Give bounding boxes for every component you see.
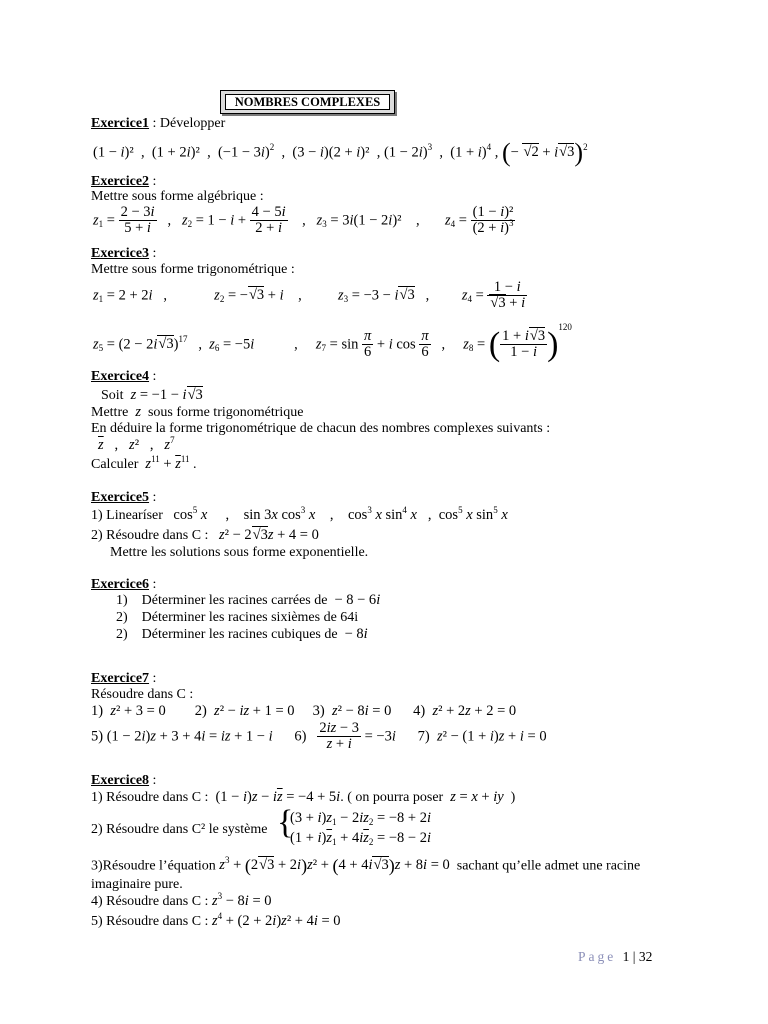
page-number: 1 | 32 — [622, 949, 653, 964]
ex6-item3-label: 2) Déterminer les racines cubiques de — [116, 627, 338, 642]
ex4-deduire: En déduire la forme trigonométrique de chacun des nombres complexes suivants : — [91, 421, 551, 436]
ex1-heading: Exercice1 — [91, 116, 150, 131]
ex4-mettre: Mettre z sous forme trigonométrique — [91, 404, 304, 420]
ex8-item5: 5) Résoudre dans C : $z^4 + (2 + 2i)z^2 + 4i = 0$ — [91, 911, 341, 929]
ex6-text: : — [149, 577, 157, 592]
ex6-item3: 2) Déterminer les racines cubiques de − 8i — [116, 626, 368, 642]
ex6-item2 — [116, 610, 358, 625]
ex8-item3c: imaginaire pure. — [91, 877, 183, 892]
ex4-calculer-label: Calculer — [91, 457, 139, 472]
ex6-item1: 1) Déterminer les racines carrées de − 8 − 6i — [116, 592, 381, 608]
ex8-item1: 1) Résoudre dans C : $(1 - i)z - i\overline{z} = -4 + 5i$. ( on pourra poser z = x + iy ) — [91, 789, 516, 805]
ex8-item4: 4) Résoudre dans C : $z^3 - 8i = 0$ — [91, 891, 272, 909]
ex8-item2 — [91, 822, 267, 837]
ex2-expressions: $z_1$ = $\frac{2 - 3i}{5 + i}$ , $z_2 = 1 - i$ + $\frac{4 - 5i}{2 + i}$ , $z_3 = 3i(1 - 2i)^2$ , $z_4$ = $\frac{\text{(1 − i)²}}{(2 + i)^3}$ — [93, 204, 514, 237]
ex6-item1-label: 1) Déterminer les racines carrées de — [116, 593, 328, 608]
ex1-header — [91, 116, 225, 131]
ex4-calculer: Calculer $z^{11} + \overline{z}^{11}$ . — [91, 454, 197, 472]
ex5-item1: 1) Linearíser $\cos^5 x$ , sin 3x $\cos^3 x$ , $\cos^3 x$ $\sin^4 x$ , $\cos^5 x$ $\sin^5 x$ — [91, 505, 508, 523]
ex4-header — [91, 369, 156, 384]
ex4-soit-label: Soit — [101, 388, 124, 403]
ex8-text: : — [149, 773, 157, 788]
ex4-mettre-label2: sous forme trigonométrique — [147, 405, 304, 420]
ex2-heading: Exercice2 — [91, 174, 150, 189]
ex8-system-eq1: $(3 + i)z_1 - 2iz_2 = -8 + 2i$ — [290, 810, 431, 827]
ex8-item2-label: 2) Résoudre dans C² le système — [91, 822, 268, 837]
ex7-instruction: Résoudre dans C : — [91, 687, 194, 702]
ex6-heading: Exercice6 — [91, 577, 150, 592]
ex2-instruction: Mettre sous forme algébrique : — [91, 189, 264, 204]
ex8-item3: 3)Résoudre l’équation $z^3 + (2√3 + 2i)z^2 + (4 + 4i√3)z + 8i = 0$ sachant qu’elle admet une racine — [91, 855, 641, 876]
ex6-item2-label: 2) Déterminer les racines sixièmes de 64i — [116, 610, 359, 625]
ex3-row1: $z_1 = 2 + 2i$ , $z_2 = -√3 + i$ , $z_3 = -3 - i√3$ , $z_4$ = $\frac{1 - i}{√3 + i}$ — [93, 279, 526, 312]
ex3-heading: Exercice3 — [91, 246, 150, 261]
ex2-text: : — [149, 174, 157, 189]
ex5-item2-label: 2) Résoudre dans C : — [91, 528, 209, 543]
ex8-item5-label: 5) Résoudre dans C : — [91, 914, 209, 929]
ex5-header — [91, 490, 156, 505]
ex4-numbers: $\overline{z}$ , z² , $z^7$ — [98, 435, 175, 453]
ex2-header — [91, 174, 156, 189]
ex8-item3b: sachant qu’elle admet une racine — [456, 858, 641, 874]
page-title: NOMBRES COMPLEXES — [225, 94, 390, 110]
ex4-mettre-label: Mettre — [91, 405, 129, 420]
ex6-header — [91, 577, 156, 592]
ex5-item2b: Mettre les solutions sous forme exponentielle. — [110, 545, 369, 560]
ex8-system-eq2: $(1 + i)\overline{z}_1 + 4i\overline{z}_2 = -8 - 2i$ — [290, 830, 431, 847]
system-brace: { — [277, 804, 294, 841]
ex8-item1b: . ( on pourra poser — [340, 790, 444, 805]
ex3-header — [91, 246, 156, 261]
ex4-heading: Exercice4 — [91, 369, 150, 384]
ex3-instruction: Mettre sous forme trigonométrique : — [91, 262, 295, 277]
ex5-item1-label: 1) Linearíser — [91, 508, 163, 523]
ex8-item1-label: 1) Résoudre dans C : — [91, 790, 209, 805]
ex8-item4-label: 4) Résoudre dans C : — [91, 894, 209, 909]
ex3-text: : — [149, 246, 157, 261]
ex8-header — [91, 773, 156, 788]
ex8-heading: Exercice8 — [91, 773, 150, 788]
ex5-heading: Exercice5 — [91, 490, 150, 505]
title-box — [220, 90, 395, 114]
ex4-soit: Soit z = −1 − i√3 — [101, 387, 203, 403]
ex7-row1: 1) z² + 3 = 0 2) z² − iz + 1 = 0 3) z² − 8i = 0 4) z² + 2z + 2 = 0 — [91, 703, 517, 719]
ex8-item1c: ) — [510, 790, 516, 805]
ex1-text: : Développer — [149, 116, 226, 131]
ex5-text: : — [149, 490, 157, 505]
ex1-expressions: (1 − i)² , (1 + 2i)² , $(-1 - 3i)^2$ , (3 − i)(2 + i)² , $(1 - 2i)^3$ , $(1 + i)^4$ , (− √2 + i√3)$^2$ — [93, 138, 588, 167]
page-footer — [578, 949, 652, 965]
footer-label: Page — [578, 949, 617, 964]
ex5-item2: 2) Résoudre dans C : z² − 2√3z + 4 = 0 — [91, 527, 319, 543]
ex4-text: : — [149, 369, 157, 384]
ex7-heading: Exercice7 — [91, 671, 150, 686]
ex3-row2: $z_5 = (2 - 2i√3)^{17}$ , $z_6 = -5i$ , $z_7 = \sin$ $\frac{\pi}{6}$ + i cos $\frac{\pi}{6}$ , $z_8$ = ( $\frac{1 + i√3}{1 - i}$ )$^{120}$ — [93, 322, 572, 363]
ex7-text: : — [149, 671, 157, 686]
ex7-row2: 5) (1 − 2i)z + 3 + 4i = iz + 1 − i 6) $\frac{2iz - 3}{z + i}$ = −3i 7) z² − (1 + i)z + i = 0 — [91, 720, 547, 753]
ex8-item3-label: 3)Résoudre l’équation — [91, 858, 216, 874]
ex7-header — [91, 671, 156, 686]
